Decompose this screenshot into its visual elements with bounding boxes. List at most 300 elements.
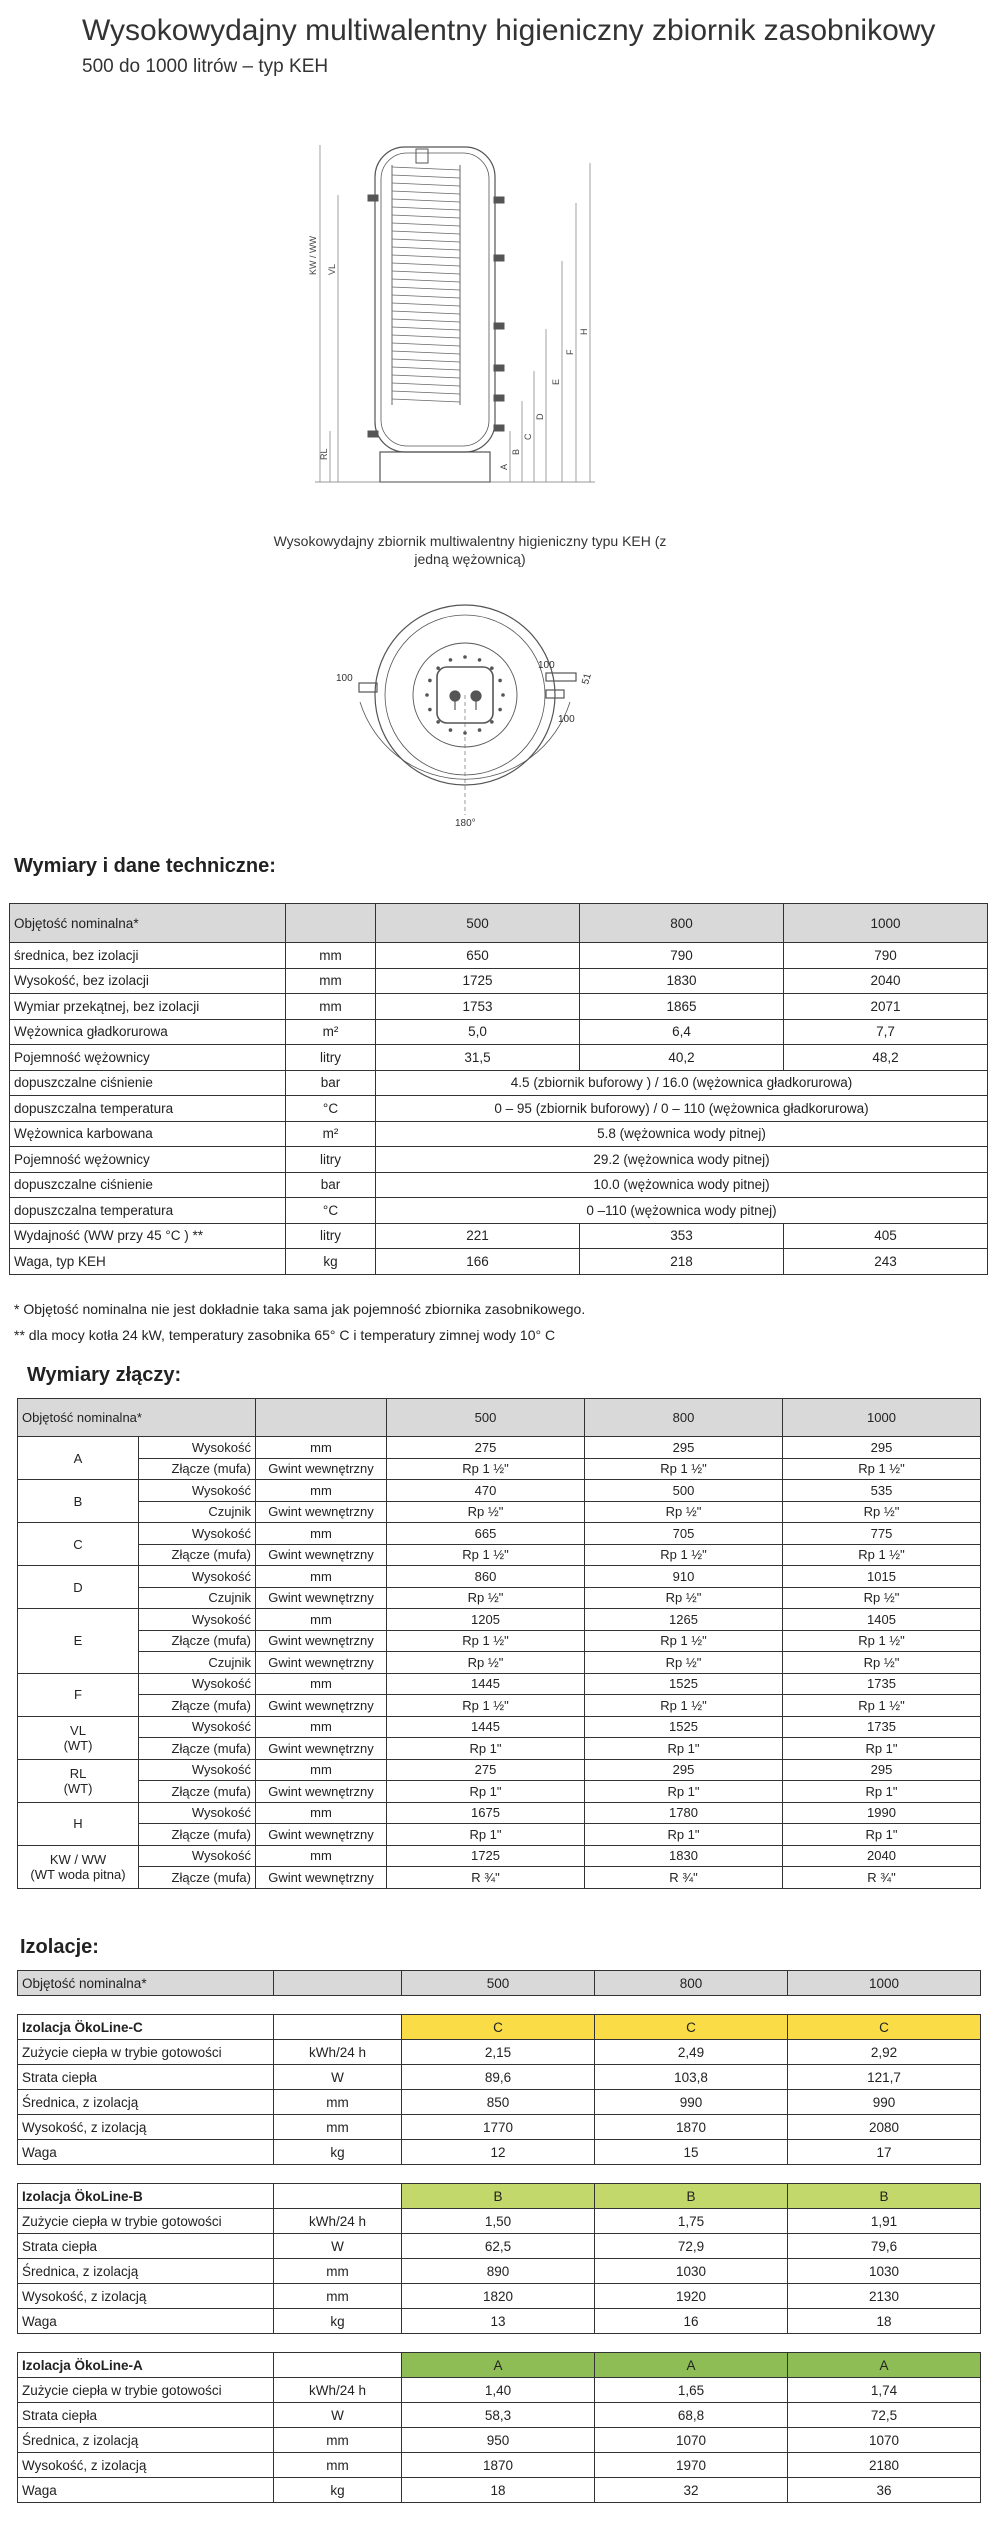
table-cell: 68,8: [595, 2403, 788, 2428]
row-unit: mm: [256, 1759, 387, 1781]
row-unit: kg: [286, 1249, 376, 1275]
flange-bolt: [449, 658, 453, 662]
table-row: [18, 1523, 981, 1545]
table-row: [10, 943, 988, 969]
row-sub-label: Czujnik: [139, 1587, 256, 1609]
connection-name: [18, 1523, 139, 1566]
row-unit: mm: [286, 943, 376, 969]
coil-winding: [392, 303, 460, 306]
table-cell: 2,15: [402, 2040, 595, 2065]
table-cell: 31,5: [376, 1045, 580, 1071]
header-label: Objętość nominalna*: [10, 904, 286, 943]
table-cell: 705: [585, 1523, 783, 1545]
table-cell: 166: [376, 1249, 580, 1275]
top-label-51: 51: [580, 672, 594, 686]
insulation-name: Izolacja ÖkoLine-B: [18, 2184, 274, 2209]
table-cell: 950: [402, 2428, 595, 2453]
row-sub-label: Wysokość: [139, 1673, 256, 1695]
spacer-cell: [788, 2334, 981, 2353]
row-sub-label: Złącze (mufa): [139, 1781, 256, 1803]
row-unit: mm: [274, 2428, 402, 2453]
table-row: [10, 1172, 988, 1198]
row-sub-label: Czujnik: [139, 1501, 256, 1523]
table-cell: 243: [784, 1249, 988, 1275]
row-label: Wężownica karbowana: [10, 1121, 286, 1147]
connection-name: [18, 1845, 139, 1888]
table-cell: 17: [788, 2140, 981, 2165]
table-cell: 2,92: [788, 2040, 981, 2065]
table-cell: 2040: [783, 1845, 981, 1867]
footnotes: [14, 1296, 585, 1348]
table-cell: Rp 1": [585, 1781, 783, 1803]
flange-bolt: [478, 728, 482, 732]
table-header-row: [18, 1971, 981, 1996]
table-cell: 1,91: [788, 2209, 981, 2234]
header-volume: 1000: [788, 1971, 981, 1996]
row-unit: mm: [274, 2284, 402, 2309]
table-row: [18, 1501, 981, 1523]
row-unit: kWh/24 h: [274, 2378, 402, 2403]
connection-code: D: [73, 1579, 83, 1595]
table-row: [18, 2478, 981, 2503]
header-label: Objętość nominalna*: [18, 1399, 256, 1437]
connection-note: (WT): [63, 1780, 93, 1796]
table-cell: 1,50: [402, 2209, 595, 2234]
table-row: [18, 1458, 981, 1480]
spacer-row: [18, 2334, 981, 2353]
row-sub-label: Wysokość: [139, 1437, 256, 1459]
table-cell: Rp 1": [783, 1738, 981, 1760]
energy-class-badge: C: [788, 2015, 981, 2040]
table-cell: 1870: [595, 2115, 788, 2140]
table-cell: 1870: [402, 2453, 595, 2478]
table-cell: 850: [402, 2090, 595, 2115]
label-rl: RL: [319, 448, 329, 460]
header-volume: 1000: [783, 1399, 981, 1437]
coil-winding: [392, 255, 460, 258]
table-cell: Rp ½": [783, 1652, 981, 1674]
label-b: B: [511, 448, 521, 455]
table-cell: 1735: [783, 1716, 981, 1738]
header-volume: 800: [580, 904, 784, 943]
row-unit: mm: [286, 994, 376, 1020]
label-kw-ww: KW / WW: [308, 236, 318, 275]
table-cell: 1780: [585, 1802, 783, 1824]
table-row: [10, 1223, 988, 1249]
connection-name: [18, 1480, 139, 1523]
row-sub-label: Wysokość: [139, 1802, 256, 1824]
table-row: [18, 2378, 981, 2403]
row-sub-label: Złącze (mufa): [139, 1867, 256, 1889]
table-cell: Rp 1": [387, 1738, 585, 1760]
row-label: Pojemność wężownicy: [10, 1147, 286, 1173]
row-unit: Gwint wewnętrzny: [256, 1630, 387, 1652]
connection-name: [18, 1802, 139, 1845]
table-row: [18, 2403, 981, 2428]
table-cell: 16: [595, 2309, 788, 2334]
row-unit: kg: [274, 2309, 402, 2334]
table-cell: Rp ½": [783, 1587, 981, 1609]
table-row: [18, 1867, 981, 1889]
table-cell: R ¾": [585, 1867, 783, 1889]
connection-code: RL: [69, 1765, 87, 1781]
table-cell: 1753: [376, 994, 580, 1020]
coil-winding: [392, 311, 460, 314]
table-row: [18, 1845, 981, 1867]
row-label: Strata ciepła: [18, 2065, 274, 2090]
table-cell: Rp 1 ½": [783, 1458, 981, 1480]
table-cell: 121,7: [788, 2065, 981, 2090]
connection-name: [18, 1759, 139, 1802]
row-span-value: 4.5 (zbiornik buforowy ) / 16.0 (wężownica gładkorurowa): [376, 1070, 988, 1096]
table-cell: 1675: [387, 1802, 585, 1824]
coil-winding: [392, 271, 460, 274]
table-cell: 1830: [585, 1845, 783, 1867]
table-cell: 48,2: [784, 1045, 988, 1071]
connections-section-heading: Wymiary złączy:: [27, 1364, 182, 1386]
table-row: [18, 2259, 981, 2284]
insulation-section-row: [18, 2015, 981, 2040]
table-cell: 1445: [387, 1673, 585, 1695]
table-cell: 910: [585, 1566, 783, 1588]
coil-winding: [392, 359, 460, 362]
table-cell: 275: [387, 1759, 585, 1781]
table-row: [18, 1802, 981, 1824]
coil-winding: [392, 215, 460, 218]
row-unit: mm: [256, 1437, 387, 1459]
table-cell: Rp 1 ½": [783, 1695, 981, 1717]
row-sub-label: Wysokość: [139, 1609, 256, 1631]
row-unit: Gwint wewnętrzny: [256, 1587, 387, 1609]
row-label: Strata ciepła: [18, 2403, 274, 2428]
connection-code: B: [73, 1493, 83, 1509]
table-cell: Rp 1": [585, 1824, 783, 1846]
row-label: Średnica, z izolacją: [18, 2259, 274, 2284]
table-cell: 353: [580, 1223, 784, 1249]
connections-table: [17, 1398, 981, 1889]
connection-code: VL: [70, 1722, 86, 1738]
table-cell: Rp 1 ½": [387, 1695, 585, 1717]
row-label: Waga: [18, 2140, 274, 2165]
table-cell: 6,4: [580, 1019, 784, 1045]
table-cell: 1865: [580, 994, 784, 1020]
table-row: [18, 1824, 981, 1846]
flange-bolt: [498, 708, 502, 712]
table-cell: Rp ½": [585, 1501, 783, 1523]
row-span-value: 10.0 (wężownica wody pitnej): [376, 1172, 988, 1198]
label-e: E: [551, 378, 561, 385]
coil-winding: [392, 263, 460, 266]
connection-name: [18, 1716, 139, 1759]
table-cell: 275: [387, 1437, 585, 1459]
connection-code: A: [73, 1450, 83, 1466]
table-cell: 1030: [788, 2259, 981, 2284]
table-cell: 2130: [788, 2284, 981, 2309]
top-label-angle: 180°: [455, 818, 476, 829]
row-unit: kg: [274, 2140, 402, 2165]
energy-class-badge: B: [402, 2184, 595, 2209]
coil-winding: [392, 183, 460, 186]
header-label: Objętość nominalna*: [18, 1971, 274, 1996]
table-row: [18, 1695, 981, 1717]
row-label: Wysokość, bez izolacji: [10, 968, 286, 994]
row-unit: Gwint wewnętrzny: [256, 1695, 387, 1717]
table-row: [18, 1609, 981, 1631]
row-unit: Gwint wewnętrzny: [256, 1781, 387, 1803]
table-row: [18, 2428, 981, 2453]
label-f: F: [565, 349, 575, 355]
connection-name: [18, 1566, 139, 1609]
header-empty: [274, 1971, 402, 1996]
row-unit: mm: [256, 1673, 387, 1695]
row-sub-label: Złącze (mufa): [139, 1695, 256, 1717]
row-unit: mm: [274, 2090, 402, 2115]
connection-code: F: [74, 1687, 82, 1702]
tank-top-view-drawing: [320, 590, 630, 830]
spacer-cell: [788, 1996, 981, 2015]
table-cell: 535: [783, 1480, 981, 1502]
table-cell: 990: [595, 2090, 788, 2115]
row-label: dopuszczalna temperatura: [10, 1096, 286, 1122]
row-unit: °C: [286, 1096, 376, 1122]
row-label: dopuszczalna temperatura: [10, 1198, 286, 1224]
coil-winding: [392, 399, 460, 402]
row-label: Waga: [18, 2478, 274, 2503]
table-row: [10, 1019, 988, 1045]
row-label: średnica, bez izolacji: [10, 943, 286, 969]
row-unit: mm: [256, 1523, 387, 1545]
row-unit: Gwint wewnętrzny: [256, 1824, 387, 1846]
spacer-cell: [595, 2334, 788, 2353]
table-cell: 2071: [784, 994, 988, 1020]
table-cell: 665: [387, 1523, 585, 1545]
row-unit: °C: [286, 1198, 376, 1224]
table-cell: 32: [595, 2478, 788, 2503]
table-cell: 2180: [788, 2453, 981, 2478]
table-cell: Rp ½": [783, 1501, 981, 1523]
spacer-cell: [18, 1996, 274, 2015]
insulation-section-row: [18, 2184, 981, 2209]
table-row: [18, 1759, 981, 1781]
row-unit: Gwint wewnętrzny: [256, 1867, 387, 1889]
spacer-row: [18, 1996, 981, 2015]
row-unit: mm: [274, 2453, 402, 2478]
row-unit: mm: [256, 1480, 387, 1502]
spacer-cell: [402, 2334, 595, 2353]
row-label: dopuszczalne ciśnienie: [10, 1172, 286, 1198]
insulation-section-row: [18, 2353, 981, 2378]
connection-code: KW / WW: [49, 1851, 107, 1867]
energy-class-badge: B: [595, 2184, 788, 2209]
table-cell: Rp ½": [387, 1587, 585, 1609]
row-unit: kg: [274, 2478, 402, 2503]
table-cell: 1,65: [595, 2378, 788, 2403]
label-h: H: [579, 328, 589, 335]
table-cell: Rp ½": [387, 1652, 585, 1674]
row-sub-label: Wysokość: [139, 1845, 256, 1867]
row-unit: mm: [286, 968, 376, 994]
table-cell: Rp ½": [585, 1587, 783, 1609]
spacer-cell: [274, 1996, 402, 2015]
spacer-cell: [595, 1996, 788, 2015]
coil-winding: [392, 239, 460, 242]
coil-winding: [392, 375, 460, 378]
table-row: [10, 1070, 988, 1096]
row-label: Waga: [18, 2309, 274, 2334]
table-cell: 1830: [580, 968, 784, 994]
table-cell: 221: [376, 1223, 580, 1249]
row-unit: litry: [286, 1045, 376, 1071]
tech-section-heading: Wymiary i dane techniczne:: [14, 855, 276, 877]
table-cell: 72,5: [788, 2403, 981, 2428]
header-volume: 500: [402, 1971, 595, 1996]
table-header-row: [10, 904, 988, 943]
row-unit: Gwint wewnętrzny: [256, 1501, 387, 1523]
coil-winding: [392, 207, 460, 210]
table-row: [18, 2234, 981, 2259]
table-cell: Rp 1": [783, 1824, 981, 1846]
table-cell: 1,40: [402, 2378, 595, 2403]
spacer-cell: [788, 2165, 981, 2184]
row-unit: W: [274, 2065, 402, 2090]
table-row: [10, 1045, 988, 1071]
row-sub-label: Wysokość: [139, 1566, 256, 1588]
row-sub-label: Czujnik: [139, 1652, 256, 1674]
row-unit: W: [274, 2403, 402, 2428]
page-title: Wysokowydajny multiwalentny higieniczny zbiornik zasobnikowy: [82, 14, 936, 47]
row-unit: bar: [286, 1070, 376, 1096]
row-span-value: 29.2 (wężownica wody pitnej): [376, 1147, 988, 1173]
coil-winding: [392, 319, 460, 322]
table-row: [10, 1249, 988, 1275]
table-cell: 2080: [788, 2115, 981, 2140]
row-unit: kWh/24 h: [274, 2209, 402, 2234]
table-cell: 1070: [595, 2428, 788, 2453]
connection-name: [18, 1437, 139, 1480]
row-label: Waga, typ KEH: [10, 1249, 286, 1275]
coil-winding: [392, 295, 460, 298]
flange-bolt: [463, 731, 467, 735]
row-sub-label: Złącze (mufa): [139, 1738, 256, 1760]
energy-class-badge: B: [788, 2184, 981, 2209]
table-cell: 40,2: [580, 1045, 784, 1071]
table-row: [10, 1147, 988, 1173]
spacer-cell: [402, 1996, 595, 2015]
table-row: [18, 2453, 981, 2478]
table-row: [18, 1652, 981, 1674]
table-row: [18, 1480, 981, 1502]
row-sub-label: Złącze (mufa): [139, 1458, 256, 1480]
footnote-1: * Objętość nominalna nie jest dokładnie taka sama jak pojemność zbiornika zasobnikowego.: [14, 1301, 586, 1317]
flange-bolt: [428, 679, 432, 683]
coil-winding: [392, 391, 460, 394]
table-cell: 15: [595, 2140, 788, 2165]
table-cell: 1820: [402, 2284, 595, 2309]
table-row: [10, 1121, 988, 1147]
table-cell: 5,0: [376, 1019, 580, 1045]
connection-note: (WT): [63, 1737, 93, 1753]
table-row: [18, 1544, 981, 1566]
table-row: [18, 2115, 981, 2140]
flange-bolt: [478, 658, 482, 662]
row-unit: mm: [256, 1802, 387, 1824]
row-unit: mm: [274, 2259, 402, 2284]
table-cell: Rp 1 ½": [783, 1544, 981, 1566]
table-cell: 470: [387, 1480, 585, 1502]
table-cell: 500: [585, 1480, 783, 1502]
table-cell: 860: [387, 1566, 585, 1588]
row-label: Średnica, z izolacją: [18, 2090, 274, 2115]
table-row: [18, 1587, 981, 1609]
row-sub-label: Złącze (mufa): [139, 1824, 256, 1846]
top-label-left-100: 100: [336, 673, 353, 684]
coil-winding: [392, 167, 460, 170]
table-cell: Rp ½": [585, 1652, 783, 1674]
row-unit: Gwint wewnętrzny: [256, 1458, 387, 1480]
table-cell: 13: [402, 2309, 595, 2334]
row-unit: Gwint wewnętrzny: [256, 1738, 387, 1760]
insulation-section-heading: Izolacje:: [20, 1936, 99, 1958]
table-cell: 1725: [387, 1845, 585, 1867]
table-cell: 295: [585, 1759, 783, 1781]
spacer-cell: [18, 2165, 274, 2184]
table-cell: 790: [580, 943, 784, 969]
table-cell: 1990: [783, 1802, 981, 1824]
flange-bolt: [498, 679, 502, 683]
spacer-cell: [274, 2334, 402, 2353]
table-row: [18, 1716, 981, 1738]
table-cell: 775: [783, 1523, 981, 1545]
coil-winding: [392, 343, 460, 346]
coil-winding: [392, 287, 460, 290]
table-cell: 1070: [788, 2428, 981, 2453]
header-unit: [286, 904, 376, 943]
table-cell: R ¾": [783, 1867, 981, 1889]
table-cell: 1265: [585, 1609, 783, 1631]
row-unit: Gwint wewnętrzny: [256, 1544, 387, 1566]
insulation-name: Izolacja ÖkoLine-A: [18, 2353, 274, 2378]
coil-winding: [392, 279, 460, 282]
flange-bolt: [436, 666, 440, 670]
coil-winding: [392, 231, 460, 234]
table-cell: 1725: [376, 968, 580, 994]
table-cell: 295: [783, 1759, 981, 1781]
row-unit: mm: [256, 1716, 387, 1738]
table-cell: Rp 1 ½": [387, 1630, 585, 1652]
footnote-2: ** dla mocy kotła 24 kW, temperatury zasobnika 65° C i temperatury zimnej wody 10° C: [14, 1327, 556, 1343]
table-cell: 103,8: [595, 2065, 788, 2090]
label-c: C: [523, 433, 533, 440]
table-cell: 89,6: [402, 2065, 595, 2090]
table-cell: 1735: [783, 1673, 981, 1695]
row-unit: litry: [286, 1147, 376, 1173]
table-row: [18, 2065, 981, 2090]
header-volume: 500: [387, 1399, 585, 1437]
table-cell: 1030: [595, 2259, 788, 2284]
table-cell: 1015: [783, 1566, 981, 1588]
table-row: [18, 1630, 981, 1652]
coil-winding: [392, 327, 460, 330]
energy-class-badge: A: [595, 2353, 788, 2378]
flange-bolt: [463, 655, 467, 659]
flange-bolt: [428, 708, 432, 712]
row-label: Zużycie ciepła w trybie gotowości: [18, 2040, 274, 2065]
header-volume: 800: [585, 1399, 783, 1437]
header-volume: 1000: [784, 904, 988, 943]
row-sub-label: Złącze (mufa): [139, 1630, 256, 1652]
row-label: Strata ciepła: [18, 2234, 274, 2259]
empty-cell: [274, 2353, 402, 2378]
